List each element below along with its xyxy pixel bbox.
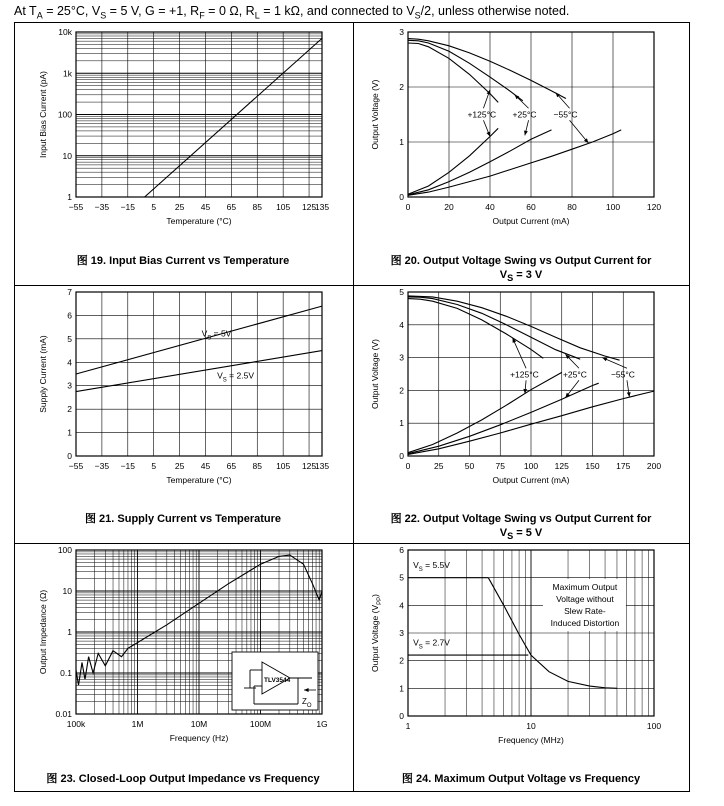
chart-input-bias-current xyxy=(14,22,352,284)
figure-19-caption: 图 19. Input Bias Current vs Temperature xyxy=(76,255,290,267)
x-tick-label: 65 xyxy=(226,461,237,471)
legend-note-line: Voltage without xyxy=(556,594,614,605)
annotation-label: +125°C xyxy=(510,369,539,380)
figure-23 xyxy=(14,542,352,792)
x-axis-label: Frequency (Hz) xyxy=(169,733,229,743)
y-tick-label: 1 xyxy=(399,418,404,429)
y-tick-label: 5 xyxy=(399,287,404,297)
grid-lines xyxy=(76,32,322,197)
inset-part-label: TLV3544 xyxy=(264,677,291,684)
x-axis-label: Frequency (MHz) xyxy=(498,735,564,745)
figure-23-caption: 图 23. Closed-Loop Output Impedance vs Frequency xyxy=(46,773,320,785)
x-tick-label: 125 xyxy=(554,461,569,471)
arrow-head xyxy=(524,130,528,135)
y-tick-label: 7 xyxy=(67,287,72,297)
figure-19 xyxy=(14,22,352,284)
y-axis-label: Supply Current (mA) xyxy=(38,335,48,413)
chart-max-output-voltage xyxy=(352,542,690,792)
x-tick-label: 60 xyxy=(526,202,536,212)
y-tick-label: 6 xyxy=(67,310,72,321)
x-tick-label: 5 xyxy=(151,461,157,471)
series-line--25-c-high xyxy=(408,297,580,359)
x-tick-label: 100M xyxy=(249,719,272,729)
x-axis-label: Output Current (mA) xyxy=(492,216,570,226)
y-tick-label: 3 xyxy=(399,628,404,638)
x-tick-label: 1G xyxy=(316,719,328,729)
annotation-label: $V_S = 2.5V$ xyxy=(217,370,255,384)
series-line--125-c-high xyxy=(408,43,498,102)
y-tick-label: 100 xyxy=(57,109,72,120)
x-tick-label: 45 xyxy=(200,461,211,471)
x-tick-label: 5 xyxy=(151,202,157,212)
y-tick-label: 3 xyxy=(399,27,404,37)
figure-21-caption: 图 21. Supply Current vs Temperature xyxy=(84,513,282,525)
annotation-label: $V_S = 5V$ xyxy=(201,328,232,342)
series-line--125-c-low xyxy=(408,128,498,194)
y-tick-label: 10k xyxy=(58,27,72,37)
y-tick-label: 10 xyxy=(62,150,72,161)
x-axis-label: Temperature (°C) xyxy=(166,216,232,226)
legend-note-line: Slew Rate- xyxy=(564,606,606,617)
series-line--55-c-high xyxy=(408,39,566,99)
x-tick-label: 135 xyxy=(314,202,330,212)
x-tick-label: 1M xyxy=(131,719,144,729)
chart-output-swing-3v xyxy=(352,22,690,284)
x-tick-label: 135 xyxy=(314,461,330,471)
x-tick-label: 1 xyxy=(405,721,411,731)
y-tick-label: 1 xyxy=(399,683,404,694)
x-tick-label: 40 xyxy=(485,202,495,212)
y-tick-label: 2 xyxy=(399,655,404,666)
arrow-head xyxy=(486,132,490,137)
y-tick-label: 0.01 xyxy=(55,709,72,719)
y-tick-label: 4 xyxy=(399,319,404,330)
y-tick-label: 1k xyxy=(63,68,72,79)
x-tick-label: 100 xyxy=(523,461,539,471)
y-tick-label: 2 xyxy=(399,385,404,396)
legend-note-line: Induced Distortion xyxy=(550,618,620,629)
y-tick-label: 2 xyxy=(67,404,72,415)
figure-24 xyxy=(352,542,690,792)
chart-output-swing-5v xyxy=(352,284,690,542)
figure-20 xyxy=(352,22,690,284)
x-tick-label: 150 xyxy=(585,461,600,471)
x-axis-label: Temperature (°C) xyxy=(166,475,232,485)
y-tick-label: 1 xyxy=(399,137,404,147)
x-tick-label: 75 xyxy=(495,461,505,471)
series-line--125-c-high xyxy=(408,299,543,359)
figure-24-caption: 图 24. Maximum Output Voltage vs Frequency xyxy=(401,773,641,785)
annotation-label: −55°C xyxy=(553,109,578,120)
y-tick-label: 1 xyxy=(67,427,72,438)
x-tick-label: 10 xyxy=(526,721,536,731)
x-tick-label: −15 xyxy=(120,202,136,212)
x-tick-label: 20 xyxy=(444,202,454,212)
x-tick-label: −55 xyxy=(68,202,84,212)
x-tick-label: −35 xyxy=(94,202,110,212)
y-tick-label: 0 xyxy=(399,192,404,202)
x-tick-label: 0 xyxy=(405,461,411,471)
y-tick-label: 5 xyxy=(399,572,404,583)
annotation-label: +125°C xyxy=(467,109,497,120)
figure-22 xyxy=(352,284,690,542)
y-axis-label: Output Voltage $(V_{PP})$ xyxy=(370,594,383,672)
y-tick-label: 4 xyxy=(67,357,72,368)
y-axis-label: Output Voltage (V) xyxy=(370,339,380,409)
x-tick-label: 175 xyxy=(616,461,631,471)
figure-20-caption: 图 20. Output Voltage Swing vs Output Current for $V_S = 3$ V xyxy=(390,255,652,284)
figure-22-caption: 图 22. Output Voltage Swing vs Output Current for $V_S = 5$ V xyxy=(390,513,652,542)
x-tick-label: 125 xyxy=(301,461,317,471)
x-tick-label: −15 xyxy=(120,461,136,471)
x-tick-label: 105 xyxy=(276,461,291,471)
chart-output-impedance xyxy=(14,542,352,792)
y-tick-label: 3 xyxy=(67,380,72,391)
x-tick-label: 105 xyxy=(276,202,291,212)
x-tick-label: 25 xyxy=(174,461,185,471)
y-tick-label: 0 xyxy=(67,451,72,461)
inset-zo-label: $Z_O$ xyxy=(302,697,312,709)
y-axis-label: Output Impedance (Ω) xyxy=(38,589,48,675)
x-tick-label: 80 xyxy=(567,202,577,212)
x-tick-label: 25 xyxy=(174,202,185,212)
x-tick-label: 45 xyxy=(200,202,211,212)
grid-lines xyxy=(408,550,654,716)
x-tick-label: 85 xyxy=(252,461,262,471)
y-tick-label: 5 xyxy=(67,333,72,344)
x-tick-label: 100 xyxy=(605,202,621,212)
x-axis-label: Output Current (mA) xyxy=(492,475,570,485)
series-line-v-s-5v xyxy=(76,306,322,374)
arrow-head xyxy=(627,392,631,397)
annotation-label: $V_S = 2.7V$ xyxy=(413,637,450,651)
y-tick-label: 0 xyxy=(399,451,404,461)
annotation-label: −55°C xyxy=(610,369,635,380)
y-tick-label: 6 xyxy=(399,545,404,555)
x-tick-label: 65 xyxy=(226,202,237,212)
chart-supply-current xyxy=(14,284,352,542)
y-tick-label: 0 xyxy=(399,711,404,721)
conditions-header: At $T_A = 25^\circ C$, $V_S = 5$ V, G = +1, $R_F = 0$ Ω, $R_L = 1$ kΩ, and connected to $V_S/2$, unless otherwise noted. xyxy=(14,4,570,21)
x-tick-label: 120 xyxy=(646,202,662,212)
annotation-label: +25°C xyxy=(562,369,587,380)
x-tick-label: −55 xyxy=(68,461,84,471)
x-tick-label: 125 xyxy=(301,202,317,212)
figure-21 xyxy=(14,284,352,542)
annotation-label: $V_S = 5.5V$ xyxy=(413,559,450,573)
y-tick-label: 3 xyxy=(399,352,404,363)
y-axis-label: Input Bias Current (pA) xyxy=(38,71,48,158)
x-tick-label: 10M xyxy=(190,719,208,729)
series-line-input-bias-current xyxy=(145,38,322,197)
x-tick-label: 200 xyxy=(646,461,662,471)
x-tick-label: 100k xyxy=(66,719,86,729)
x-tick-label: 25 xyxy=(434,461,444,471)
annotation-label: +25°C xyxy=(512,109,537,120)
y-tick-label: 100 xyxy=(57,545,72,555)
x-tick-label: 85 xyxy=(252,202,262,212)
x-tick-label: 100 xyxy=(646,721,662,731)
y-tick-label: 1 xyxy=(67,192,72,202)
x-tick-label: −35 xyxy=(94,461,110,471)
y-tick-label: 1 xyxy=(67,627,72,637)
y-tick-label: 4 xyxy=(399,600,404,611)
x-tick-label: 50 xyxy=(464,461,475,471)
legend-note-line: Maximum Output xyxy=(552,582,618,593)
y-tick-label: 10 xyxy=(62,586,72,596)
y-axis-label: Output Voltage (V) xyxy=(370,79,380,150)
y-tick-label: 0.1 xyxy=(60,668,72,678)
x-tick-label: 0 xyxy=(405,202,411,212)
series-line--125-c-low xyxy=(408,372,562,452)
inset-schematic xyxy=(232,652,318,710)
y-tick-label: 2 xyxy=(399,82,404,92)
